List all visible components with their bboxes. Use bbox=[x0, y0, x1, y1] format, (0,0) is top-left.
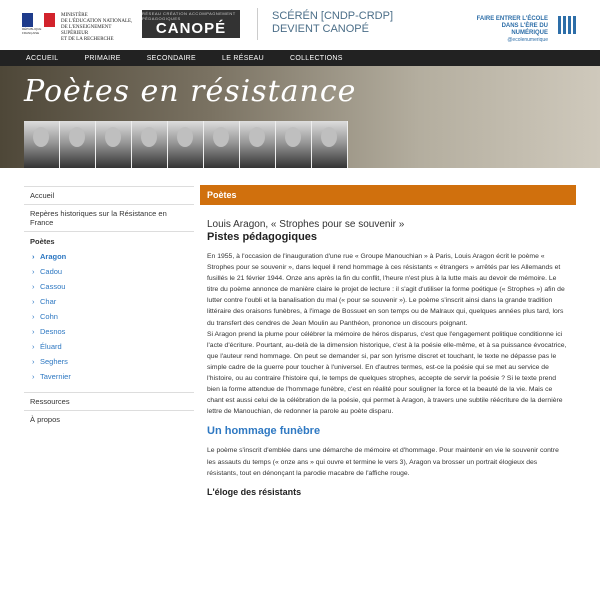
paragraph: En 1955, à l'occasion de l'inauguration d'une rue « Groupe Manouchian » à Paris, Louis Aragon écrit le poème « Strophes pour se souvenir », dans lequel il rend hommage à ces résistants « étrangers » arrêtés par les Allemands et fusillés le 21 février 1944. Onze ans après la fin du conflit, l'heure n'est plus à la lutte mais au devoir de mémoire. Le titre du poème annonce de manière claire le projet de lecture : il s'agit d'utiliser la forme poétique (« Strophes ») afin de lutter contre l'oubli et la banalisation du mal (« pour se souvenir »). Le poème s'inscrit ainsi dans la grande tradition littéraire des oraisons funèbres, à l'image de Bossuet en son temps ou de Malraux qui, quelques années plus tard, lors du transfert des cendres de Jean Moulin au Panthéon, prononce un discours poignant. bbox=[207, 253, 565, 327]
poet-portrait bbox=[96, 121, 132, 168]
flag-caption: RÉPUBLIQUE FRANÇAISE bbox=[22, 27, 42, 35]
poet-portrait bbox=[132, 121, 168, 168]
article-title: Louis Aragon, « Strophes pour se souvenir » bbox=[207, 219, 405, 230]
poet-portrait bbox=[312, 121, 348, 168]
header-divider bbox=[257, 8, 258, 40]
poet-portrait bbox=[60, 121, 96, 168]
article-subtitle: Pistes pédagogiques bbox=[207, 231, 318, 243]
canope-logo[interactable] bbox=[142, 10, 240, 38]
main-content bbox=[200, 185, 576, 497]
sidebar-item-accueil[interactable]: Accueil bbox=[24, 186, 194, 204]
article-body bbox=[207, 251, 567, 417]
canope-name: CANOPÉ bbox=[155, 20, 227, 37]
nav-primaire[interactable]: PRIMAIRE bbox=[84, 54, 121, 62]
ministry-logo[interactable] bbox=[22, 13, 133, 43]
banner-title: Poètes en résistance bbox=[24, 74, 357, 109]
poet-portrait bbox=[204, 121, 240, 168]
paragraph: Si Aragon prend la plume pour célébrer la mémoire de héros disparus, c'est que l'engagement politique conditionne ici l'acte d'écriture. Pourtant, au-delà de la dimension historique, c'est à la poésie elle-même, et à sa puissance évocatrice, que l'auteur rend hommage. On peut se demander si, par son lyrisme discret et touchant, le texte ne dépasse pas le simple cadre de la guerre pour toucher à l'universel. En d'autres termes, est-ce la poésie qui se met au service de l'histoire, ou au contraire l'histoire qui, le temps de quelques strophes, accepte de servir la poésie ? Si le texte prend bien la forme attendue de l'hommage funèbre, c'est en réalité pour souligner la force et la beauté de la vie. Mais ce chant est aussi celui de la célébration de la poésie, qui permet à Aragon, à travers une subtile réécriture de la dernière lettre de Manouchian, de redonner la parole au poète disparu. bbox=[207, 330, 567, 416]
scerens-notice: SCÉRÉN [CNDP-CRDP] DEVIENT CANOPÉ bbox=[272, 10, 394, 35]
sidebar-item-cadou[interactable]: › Cadou bbox=[24, 264, 194, 279]
ministry-name: MINISTÈRE DE L'ÉDUCATION NATIONALE, DE L'ENSEIGNEMENT SUPÉRIEUR ET DE LA RECHERCHE bbox=[61, 13, 133, 42]
sidebar-item-reperes[interactable]: Repères historiques sur la Résistance en France bbox=[24, 204, 194, 231]
sidebar-item-char[interactable]: › Char bbox=[24, 294, 194, 309]
poet-portrait bbox=[24, 121, 60, 168]
subsection-title: L'éloge des résistants bbox=[207, 486, 302, 497]
sidebar-item-cohn[interactable]: › Cohn bbox=[24, 309, 194, 324]
sidebar-item-poetes[interactable]: Poètes bbox=[24, 231, 194, 249]
qr-code-icon[interactable] bbox=[558, 16, 576, 34]
nav-collections[interactable]: COLLECTIONS bbox=[290, 54, 343, 62]
sidebar-item-aragon[interactable]: › Aragon bbox=[24, 249, 194, 264]
marianne-flag-icon bbox=[22, 13, 55, 35]
sidebar-item-desnos[interactable]: › Desnos bbox=[24, 324, 194, 339]
sidebar-item-cassou[interactable]: › Cassou bbox=[24, 279, 194, 294]
sidebar-item-apropos[interactable]: À propos bbox=[24, 410, 194, 428]
sidebar-item-ressources[interactable]: Ressources bbox=[24, 392, 194, 410]
poet-portraits bbox=[24, 121, 348, 168]
sidebar-item-eluard[interactable]: › Éluard bbox=[24, 339, 194, 354]
nav-accueil[interactable]: ACCUEIL bbox=[26, 54, 59, 62]
section-header: Poètes bbox=[200, 185, 576, 205]
main-nav bbox=[0, 50, 600, 66]
sidebar-item-seghers[interactable]: › Seghers bbox=[24, 354, 194, 369]
digital-school-promo[interactable]: FAIRE ENTRER L'ÉCOLE DANS L'ÈRE DU NUMÉRIQUE @ecolenumerique bbox=[476, 16, 548, 43]
nav-le-reseau[interactable]: LE RÉSEAU bbox=[222, 54, 264, 62]
poet-portrait bbox=[240, 121, 276, 168]
nav-secondaire[interactable]: SECONDAIRE bbox=[146, 54, 196, 62]
paragraph: Le poème s'inscrit d'emblée dans une démarche de mémoire et d'hommage. Pour maintenir en vie le souvenir contre les assauts du temps (« onze ans » qui ouvre et termine le vers 3), Aragon va brosser un portrait élogieux des résistants, tout en dénonçant la parodie macabre de l'affiche rouge. bbox=[207, 447, 559, 477]
sidebar bbox=[24, 186, 194, 428]
site-banner bbox=[0, 66, 600, 168]
poet-portrait bbox=[276, 121, 312, 168]
sidebar-item-tavernier[interactable]: › Tavernier bbox=[24, 369, 194, 384]
section-title: Un hommage funèbre bbox=[207, 425, 321, 438]
poet-portrait bbox=[168, 121, 204, 168]
site-header bbox=[0, 0, 600, 50]
canope-tagline: RÉSEAU CRÉATION ACCOMPAGNEMENT PÉDAGOGIQUES bbox=[142, 11, 236, 21]
